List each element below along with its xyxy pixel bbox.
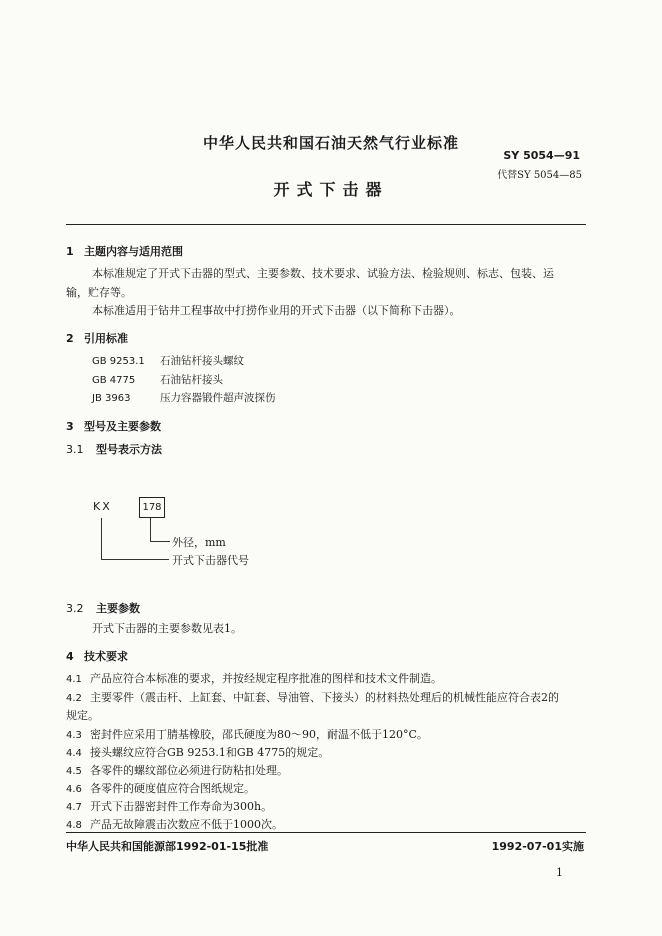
tech-item: [66, 798, 272, 814]
item-number: 4.5: [66, 766, 82, 777]
item-number: 4.7: [66, 802, 82, 813]
section-title: 技术要求: [84, 650, 128, 663]
item-text: 密封件应采用丁腈基橡胶，邵氏硬度为80～90，耐温不低于120°C。: [90, 728, 428, 741]
item-text: 接头螺纹应符合GB 9253.1和GB 4775的规定。: [90, 746, 330, 759]
section-number: 3: [66, 420, 74, 433]
ref-code: GB 9253.1: [92, 356, 145, 367]
section-title: 型号及主要参数: [84, 420, 161, 433]
model-prefix: KX: [93, 500, 112, 513]
tech-item: [66, 689, 559, 705]
ref-item: [92, 353, 244, 368]
org-title: 中华人民共和国石油天然气行业标准: [202, 134, 459, 152]
ref-item: [92, 390, 276, 405]
label-code: 开式下击器代号: [172, 554, 249, 567]
section-number: 2: [66, 332, 74, 345]
item-text: 各零件的硬度值应符合图纸规定。: [90, 782, 255, 795]
item-number: 4.1: [66, 674, 82, 685]
section-title: 主题内容与适用范围: [84, 245, 183, 258]
item-number: 4.3: [66, 730, 82, 741]
ref-code: JB 3963: [92, 393, 131, 404]
section-2-heading: [66, 330, 128, 346]
footer-rule: [66, 832, 586, 833]
tech-item: [66, 816, 283, 832]
diagram-leader-od-vertical: [150, 518, 151, 542]
ref-name: 石油钻杆接头: [160, 374, 223, 386]
s1-para2: 本标准适用于钻井工程事故中打捞作业用的开式下击器（以下简称下击器）。: [92, 304, 461, 317]
subsection-title: 主要参数: [96, 602, 140, 615]
approval-line: 中华人民共和国能源部1992-01-15批准: [66, 840, 269, 853]
diagram-leader-code-vertical: [101, 518, 102, 560]
s1-para1-line2: 输，贮存等。: [66, 286, 132, 299]
item-number: 4.2: [66, 693, 82, 704]
tech-item: [66, 726, 428, 742]
tech-item: [66, 670, 442, 686]
doc-title: 开式下击器: [273, 180, 389, 199]
section-number: 1: [66, 245, 74, 258]
item-number: 4.4: [66, 748, 82, 759]
section-title: 引用标准: [84, 332, 128, 345]
item-text: 规定。: [66, 709, 99, 722]
section-4-heading: [66, 648, 128, 664]
section-1-heading: [66, 243, 183, 259]
ref-item: [92, 372, 223, 387]
item-number: 4.6: [66, 784, 82, 795]
header-rule: [66, 224, 586, 225]
subsection-title: 型号表示方法: [96, 443, 162, 456]
item-text: 各零件的螺纹部位必须进行防粘扣处理。: [90, 764, 288, 777]
subsection-3-2-heading: [66, 600, 140, 616]
ref-code: GB 4775: [92, 375, 136, 386]
section-3-heading: [66, 418, 161, 434]
item-text: 产品无故障震击次数应不低于1000次。: [90, 818, 283, 831]
standard-number: SY 5054—91: [503, 149, 580, 162]
subsection-number: 3.1: [66, 443, 84, 456]
diagram-leader-od-horizontal: [150, 541, 170, 542]
page-number: 1: [556, 866, 563, 879]
tech-item: [66, 780, 255, 796]
tech-item-continuation: [66, 707, 99, 723]
s32-text: 开式下击器的主要参数见表1。: [92, 622, 242, 635]
diagram-leader-code-horizontal: [101, 559, 169, 560]
subsection-number: 3.2: [66, 602, 84, 615]
subsection-3-1-heading: [66, 441, 162, 457]
s1-para1-line1: 本标准规定了开式下击器的型式、主要参数、技术要求、试验方法、检验规则、标志、包装、运: [92, 267, 554, 280]
item-number: 4.8: [66, 820, 82, 831]
item-text: 产品应符合本标准的要求，并按经规定程序批准的图样和技术文件制造。: [90, 672, 442, 685]
section-number: 4: [66, 650, 74, 663]
ref-name: 压力容器锻件超声波探伤: [160, 392, 276, 404]
item-text: 开式下击器密封件工作寿命为300h。: [90, 800, 273, 813]
label-od: 外径，mm: [172, 536, 226, 549]
item-text: 主要零件（震击杆、上缸套、中缸套、导油管、下接头）的材料热处理后的机械性能应符合表2的: [90, 691, 559, 704]
tech-item: [66, 762, 288, 778]
effective-date: 1992-07-01实施: [491, 840, 584, 853]
ref-name: 石油钻杆接头螺纹: [160, 355, 244, 367]
model-value-box: 178: [139, 497, 165, 518]
tech-item: [66, 744, 329, 760]
replaces-standard: 代替SY 5054—85: [497, 170, 582, 181]
